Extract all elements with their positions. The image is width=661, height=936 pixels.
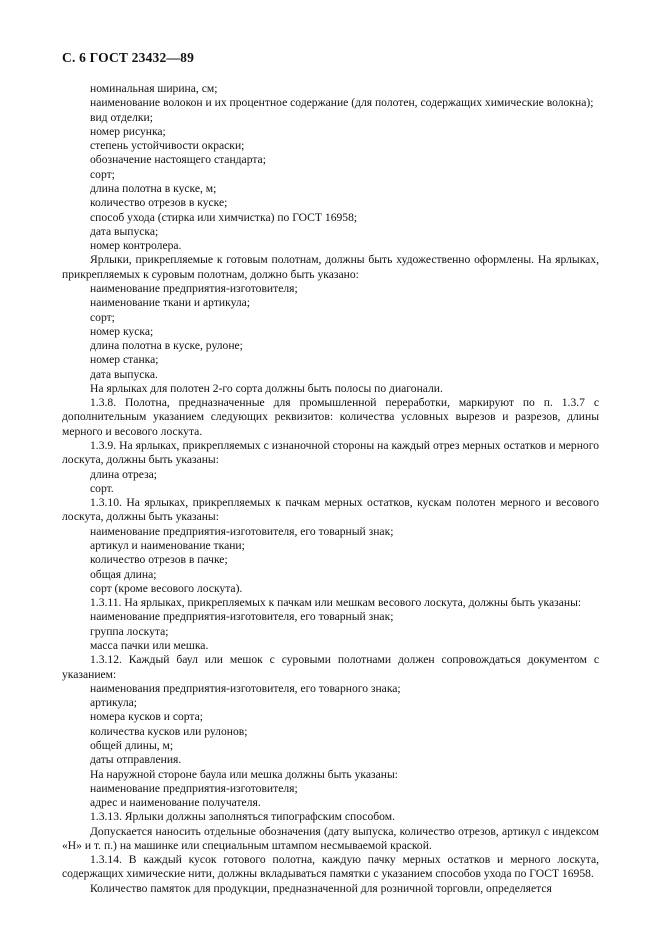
paragraph: наименование предприятия-изготовителя, его товарный знак; bbox=[90, 524, 394, 538]
paragraph: количество отрезов в куске; bbox=[90, 196, 228, 210]
paragraph: номер рисунка; bbox=[90, 124, 166, 138]
paragraph: дата выпуска; bbox=[90, 224, 159, 238]
paragraph: наименования предприятия-изготовителя, его товарного знака; bbox=[90, 681, 401, 695]
paragraph: артикула; bbox=[90, 696, 137, 710]
paragraph: наименование волокон и их процентное содержание (для полотен, содержащих химические волокна); bbox=[90, 96, 594, 110]
paragraph: вид отделки; bbox=[90, 110, 153, 124]
paragraph: сорт; bbox=[90, 167, 115, 181]
paragraph: наименование ткани и артикула; bbox=[90, 296, 251, 310]
paragraph: сорт. bbox=[90, 481, 114, 495]
document-body bbox=[62, 82, 599, 896]
paragraph: общая длина; bbox=[90, 567, 157, 581]
paragraph: наименование предприятия-изготовителя, его товарный знак; bbox=[90, 610, 394, 624]
paragraph: 1.3.12. Каждый баул или мешок с суровыми полотнами должен сопровождаться документом с указанием: bbox=[62, 653, 599, 681]
paragraph: дата выпуска. bbox=[90, 367, 158, 381]
paragraph: длина отреза; bbox=[90, 467, 158, 481]
paragraph: адрес и наименование получателя. bbox=[90, 796, 261, 810]
paragraph: 1.3.9. На ярлыках, прикрепляемых с изнаночной стороны на каждый отрез мерных остатков и мерного лоскута, должны быть указаны: bbox=[62, 439, 599, 467]
paragraph: Количество памяток для продукции, предназначенной для розничной торговли, определяется bbox=[90, 881, 552, 895]
paragraph: степень устойчивости окраски; bbox=[90, 139, 245, 153]
paragraph: способ ухода (стирка или химчистка) по ГОСТ 16958; bbox=[90, 210, 358, 224]
paragraph: номер контролера. bbox=[90, 239, 182, 253]
paragraph: номера кусков и сорта; bbox=[90, 710, 203, 724]
paragraph: номинальная ширина, см; bbox=[90, 82, 218, 95]
paragraph: обозначение настоящего стандарта; bbox=[90, 153, 266, 167]
paragraph: даты отправления. bbox=[90, 753, 182, 767]
paragraph: номер куска; bbox=[90, 324, 154, 338]
paragraph: 1.3.8. Полотна, предназначенные для промышленной переработки, маркируют по п. 1.3.7 с дополнительным указанием следующих реквизитов: количества условных вырезов и разрезов, длины мерного и весового лоскута. bbox=[62, 396, 599, 438]
paragraph: масса пачки или мешка. bbox=[90, 638, 209, 652]
paragraph: 1.3.11. На ярлыках, прикрепляемых к пачкам или мешкам весового лоскута, должны быть указаны: bbox=[90, 596, 582, 610]
paragraph: Допускается наносить отдельные обозначения (дату выпуска, количество отрезов, артикул с индексом «Н» и т. п.) на машинке или специальным штампом несмываемой краской. bbox=[62, 824, 599, 852]
paragraph: 1.3.13. Ярлыки должны заполняться типографским способом. bbox=[90, 810, 395, 824]
paragraph: количества кусков или рулонов; bbox=[90, 724, 248, 738]
paragraph: длина полотна в куске, м; bbox=[90, 181, 217, 195]
paragraph: На ярлыках для полотен 2-го сорта должны быть полосы по диагонали. bbox=[90, 381, 443, 395]
paragraph: общей длины, м; bbox=[90, 738, 174, 752]
paragraph: артикул и наименование ткани; bbox=[90, 539, 245, 552]
paragraph: сорт; bbox=[90, 310, 115, 324]
paragraph: наименование предприятия-изготовителя; bbox=[90, 781, 298, 795]
paragraph: количество отрезов в пачке; bbox=[90, 553, 228, 567]
paragraph: длина полотна в куске, рулоне; bbox=[90, 339, 243, 353]
paragraph: Ярлыки, прикрепляемые к готовым полотнам, должны быть художественно оформлены. На ярлыках, прикрепляемых к суровым полотнам, должно быть указано: bbox=[62, 253, 599, 281]
paragraph: сорт (кроме весового лоскута). bbox=[90, 581, 243, 595]
paragraph: 1.3.14. В каждый кусок готового полотна, каждую пачку мерных остатков и мерного лоскута, содержащих химические нити, должны вкладываться памятки с указанием способов ухода по ГОСТ 16958. bbox=[62, 853, 599, 881]
paragraph: группа лоскута; bbox=[90, 624, 169, 638]
page-header: С. 6 ГОСТ 23432—89 bbox=[62, 50, 195, 65]
paragraph: наименование предприятия-изготовителя; bbox=[90, 281, 298, 295]
paragraph: номер станка; bbox=[90, 353, 159, 367]
paragraph: На наружной стороне баула или мешка должны быть указаны: bbox=[90, 767, 398, 781]
paragraph: 1.3.10. На ярлыках, прикрепляемых к пачкам мерных остатков, кускам полотен мерного и весового лоскута, должны быть указаны: bbox=[62, 496, 599, 524]
